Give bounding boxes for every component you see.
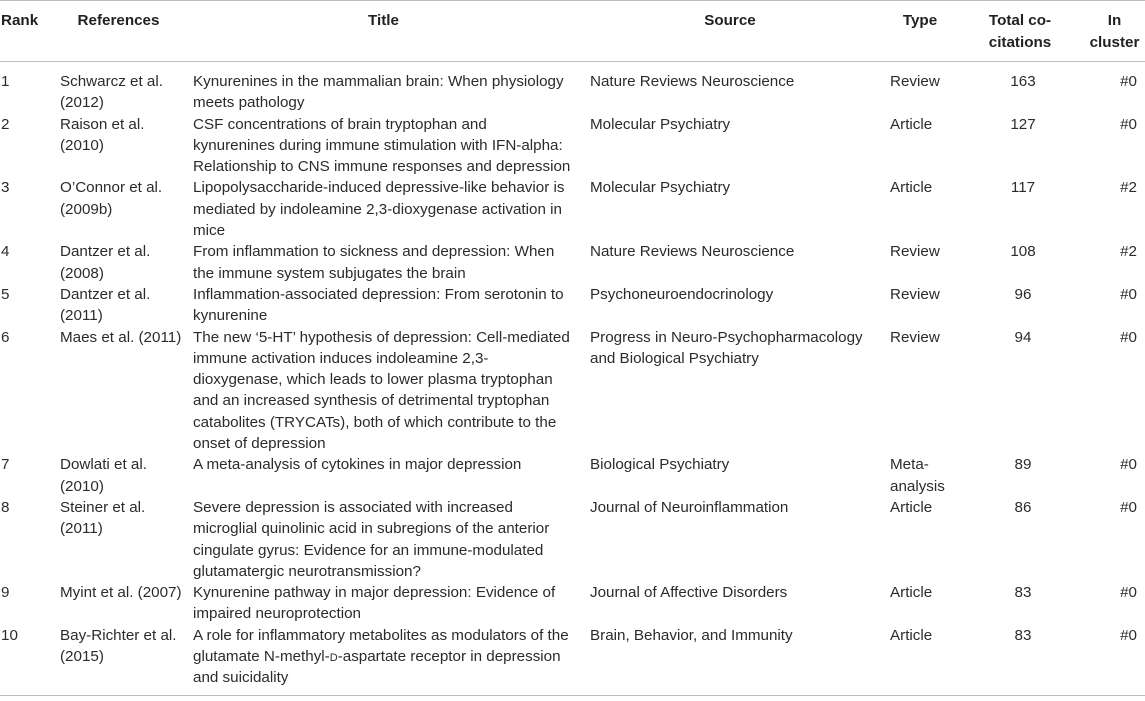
title-cell bbox=[185, 625, 582, 695]
title-cell: Kynurenines in the mammalian brain: When physiology meets pathology bbox=[193, 73, 564, 112]
cluster-cell: #0 bbox=[1120, 115, 1137, 133]
citations-cell: 108 bbox=[1010, 243, 1036, 261]
source-cell: Brain, Behavior, and Immunity bbox=[582, 625, 878, 695]
table-row bbox=[0, 327, 1145, 455]
type-cell: Article bbox=[878, 625, 954, 695]
source-cell: Biological Psychiatry bbox=[590, 456, 730, 474]
rank-cell: 10 bbox=[0, 625, 52, 695]
citations-cell: 83 bbox=[954, 625, 1080, 695]
title-cell: Inflammation-associated depression: From serotonin to kynurenine bbox=[193, 285, 564, 325]
type-cell: Article bbox=[890, 179, 933, 197]
title-cell: Severe depression is associated with increased microglial quinolinic acid in subregions of the anterior cingulate gyrus: Evidence for an immune-modulated glutamatergic neurotransmission? bbox=[193, 498, 550, 580]
cluster-cell: #2 bbox=[1120, 243, 1137, 261]
title-cell: Lipopolysaccharide-induced depressive-like behavior is mediated by indoleamine 2,3-dioxygenase activation in mice bbox=[193, 179, 565, 240]
rank-cell: 2 bbox=[1, 115, 10, 133]
type-cell: Review bbox=[890, 73, 940, 90]
title-text-start: A role for inflammatory metabolites as modulators of the glutamate N-methyl- bbox=[193, 626, 569, 666]
citations-cell: 83 bbox=[1014, 584, 1032, 602]
rank-cell: 9 bbox=[1, 584, 10, 602]
table-row bbox=[0, 497, 1145, 582]
rank-cell: 7 bbox=[1, 456, 10, 474]
table-row bbox=[0, 582, 1145, 625]
cluster-cell: #0 bbox=[1120, 498, 1137, 516]
header-title: Title bbox=[185, 1, 582, 62]
rank-cell: 1 bbox=[1, 73, 10, 90]
title-text-end: -aspartate receptor in depression and suicidality bbox=[193, 648, 561, 687]
cluster-cell: #0 bbox=[1120, 285, 1137, 303]
title-cell: Kynurenine pathway in major depression: Evidence of impaired neuroprotection bbox=[193, 584, 556, 623]
source-cell: Molecular Psychiatry bbox=[590, 179, 731, 197]
type-cell: Meta-analysis bbox=[890, 456, 945, 495]
table-row bbox=[0, 177, 1145, 241]
title-cell: The new ‘5-HT’ hypothesis of depression: Cell-mediated immune activation induces indoleamine 2,3-dioxygenase, which leads to lower plasma tryptophan and an increased synthesis of detrimental tryptophan catabolites (TRYCATs), both of which contribute to the onset of depression bbox=[193, 328, 570, 453]
citations-cell: 163 bbox=[1010, 73, 1036, 90]
citations-cell: 89 bbox=[1014, 456, 1032, 474]
reference-cell: Dantzer et al. (2008) bbox=[60, 243, 151, 282]
title-cell: From inflammation to sickness and depression: When the immune system subjugates the brain bbox=[193, 243, 555, 282]
table-row bbox=[0, 62, 1145, 114]
reference-cell: Maes et al. (2011) bbox=[60, 328, 182, 346]
type-cell: Review bbox=[890, 243, 940, 261]
header-row bbox=[0, 1, 1145, 62]
cluster-cell: #0 bbox=[1120, 456, 1137, 474]
type-cell: Review bbox=[890, 328, 940, 346]
header-source: Source bbox=[582, 1, 878, 62]
header-total-co-citations: Total co-citations bbox=[954, 1, 1080, 62]
source-cell: Nature Reviews Neuroscience bbox=[590, 243, 795, 261]
rank-cell: 3 bbox=[1, 179, 10, 197]
rank-cell: 5 bbox=[1, 285, 10, 303]
source-cell: Journal of Affective Disorders bbox=[590, 584, 788, 602]
header-references: References bbox=[52, 1, 185, 62]
reference-cell: Bay-Richter et al. (2015) bbox=[52, 625, 185, 695]
cluster-cell: #0 bbox=[1080, 625, 1145, 695]
reference-cell: Dantzer et al. (2011) bbox=[60, 285, 151, 325]
type-cell: Review bbox=[890, 285, 940, 303]
type-cell: Article bbox=[890, 584, 933, 602]
citations-cell: 86 bbox=[1014, 498, 1032, 516]
header-type: Type bbox=[878, 1, 954, 62]
cluster-cell: #0 bbox=[1120, 73, 1137, 90]
rank-cell: 8 bbox=[1, 498, 10, 516]
title-small-caps-d: d bbox=[329, 648, 338, 666]
type-cell: Article bbox=[890, 115, 933, 133]
citations-cell: 94 bbox=[1014, 328, 1032, 346]
table-row bbox=[0, 454, 1145, 497]
title-cell: A meta-analysis of cytokines in major depression bbox=[193, 456, 522, 474]
rank-cell: 4 bbox=[1, 243, 10, 261]
cluster-cell: #0 bbox=[1120, 584, 1137, 602]
citations-cell: 96 bbox=[1014, 285, 1032, 303]
reference-cell: O’Connor et al. (2009b) bbox=[60, 179, 163, 218]
header-in-cluster: In cluster bbox=[1080, 1, 1145, 62]
header-rank: Rank bbox=[0, 1, 52, 62]
table-row bbox=[0, 241, 1145, 284]
cluster-cell: #2 bbox=[1120, 179, 1137, 197]
rank-cell: 6 bbox=[1, 328, 10, 346]
type-cell: Article bbox=[890, 498, 933, 516]
source-cell: Psychoneuroendocrinology bbox=[590, 285, 774, 303]
source-cell: Journal of Neuroinflammation bbox=[590, 498, 789, 516]
citations-cell: 127 bbox=[1010, 115, 1036, 133]
table-row bbox=[0, 625, 1145, 695]
source-cell: Nature Reviews Neuroscience bbox=[590, 73, 795, 90]
reference-cell: Steiner et al. (2011) bbox=[60, 498, 146, 538]
reference-cell: Raison et al. (2010) bbox=[60, 115, 145, 154]
cluster-cell: #0 bbox=[1120, 328, 1137, 346]
reference-cell: Myint et al. (2007) bbox=[60, 584, 182, 602]
source-cell: Molecular Psychiatry bbox=[590, 115, 731, 133]
source-cell: Progress in Neuro-Psychopharmacology and Biological Psychiatry bbox=[590, 328, 863, 367]
reference-cell: Dowlati et al. (2010) bbox=[60, 456, 147, 495]
title-cell: CSF concentrations of brain tryptophan and kynurenines during immune stimulation with IFN-alpha: Relationship to CNS immune responses and depression bbox=[193, 115, 571, 176]
table-row bbox=[0, 284, 1145, 327]
reference-cell: Schwarcz et al. (2012) bbox=[60, 73, 163, 112]
citations-cell: 117 bbox=[1010, 179, 1036, 197]
table-row bbox=[0, 114, 1145, 178]
